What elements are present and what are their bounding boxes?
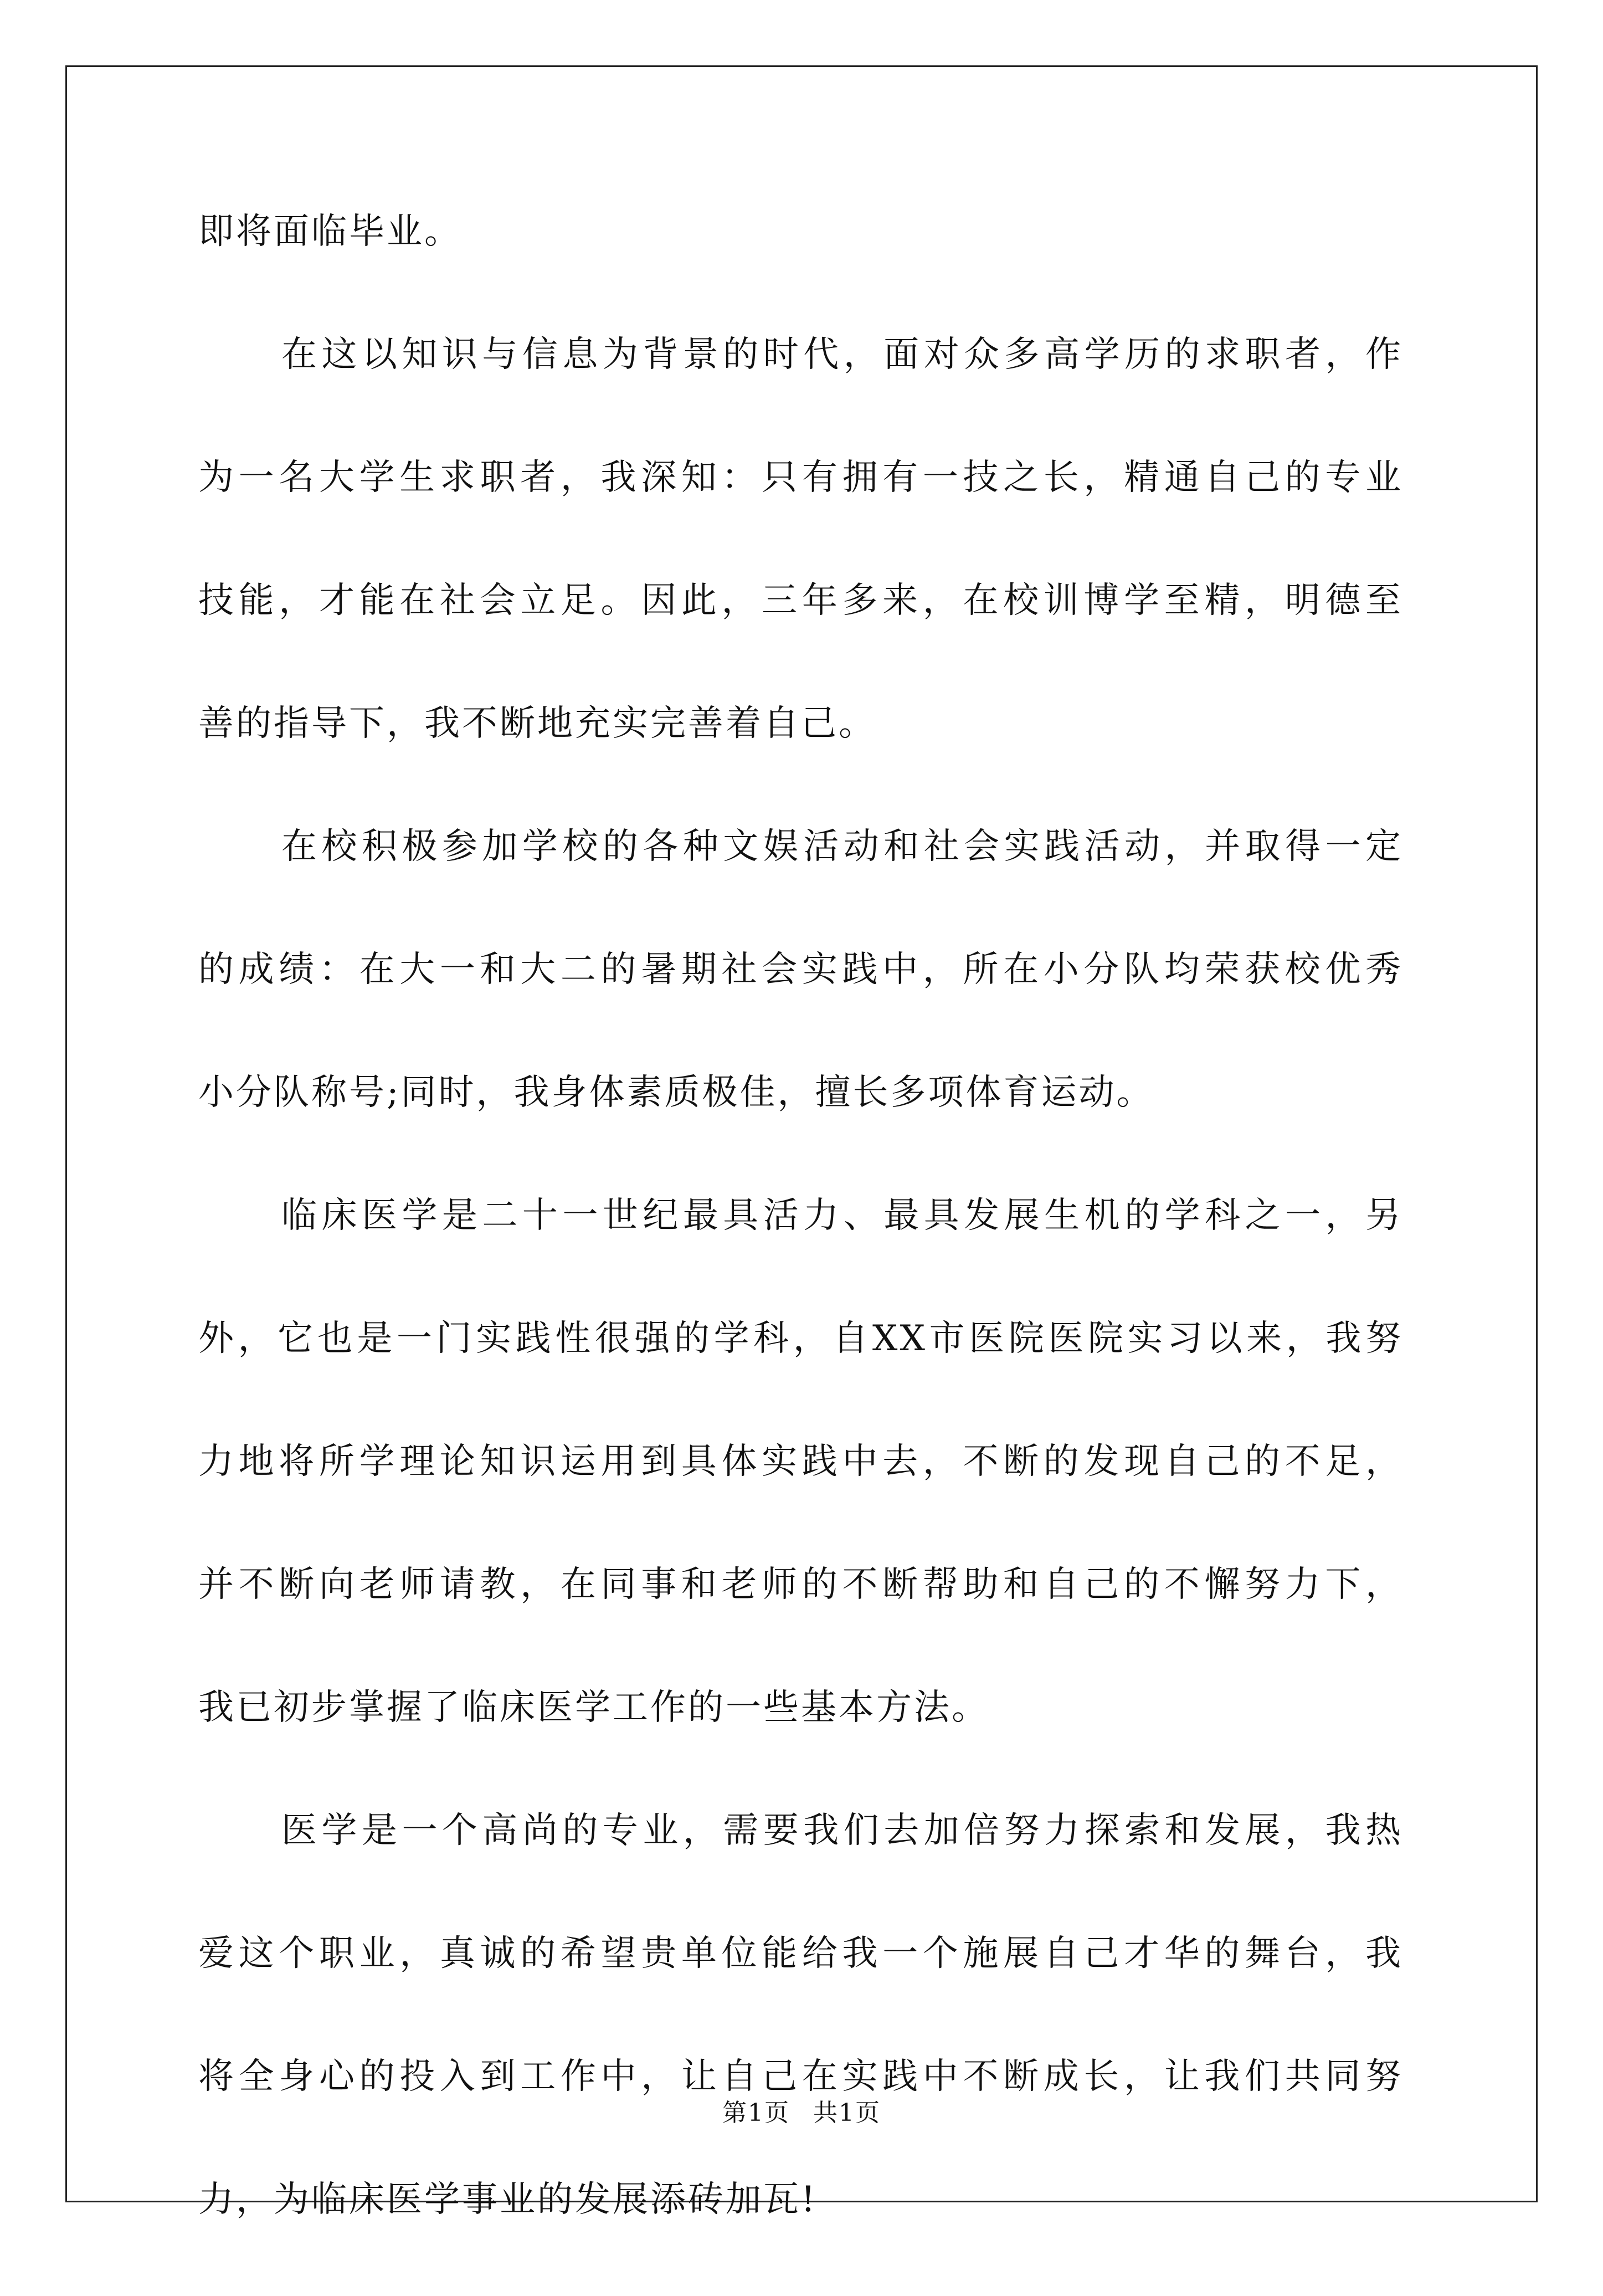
page-number: 第1页 bbox=[722, 2099, 790, 2127]
text-line: 我已初步掌握了临床医学工作的一些基本方法。 bbox=[198, 1687, 989, 1728]
text-line: 临床医学是二十一世纪最具活力、最具发展生机的学科之一，另 bbox=[281, 1195, 1403, 1236]
text-line: 力，为临床医学事业的发展添砖加瓦! bbox=[198, 2179, 818, 2220]
document-body bbox=[198, 205, 1403, 2296]
text-line: 为一名大学生求职者，我深知：只有拥有一技之长，精通自己的专业 bbox=[198, 457, 1403, 498]
text-line: 医学是一个高尚的专业，需要我们去加倍努力探索和发展，我热 bbox=[281, 1810, 1403, 1851]
text-line: 善的指导下，我不断地充实完善着自己。 bbox=[198, 703, 876, 744]
text-line: 将全身心的投入到工作中，让自己在实践中不断成长，让我们共同努 bbox=[198, 2056, 1403, 2097]
text-line: 力地将所学理论知识运用到具体实践中去，不断的发现自己的不足， bbox=[198, 1441, 1403, 1482]
page-footer bbox=[0, 2097, 1603, 2130]
text-line: 并不断向老师请教，在同事和老师的不断帮助和自己的不懈努力下， bbox=[198, 1564, 1403, 1605]
text-line: 在这以知识与信息为背景的时代，面对众多高学历的求职者，作 bbox=[281, 334, 1403, 375]
page-total: 共1页 bbox=[813, 2099, 881, 2127]
text-line: 爱这个职业，真诚的希望贵单位能给我一个施展自己才华的舞台，我 bbox=[198, 1933, 1403, 1974]
text-line: 技能，才能在社会立足。因此，三年多来，在校训博学至精，明德至 bbox=[198, 580, 1403, 621]
text-line: 即将面临毕业。 bbox=[198, 211, 462, 252]
text-line: 的成绩：在大一和大二的暑期社会实践中，所在小分队均荣获校优秀 bbox=[198, 949, 1403, 990]
text-line: 外，它也是一门实践性很强的学科，自XX市医院医院实习以来，我努 bbox=[198, 1318, 1403, 1359]
text-line: 在校积极参加学校的各种文娱活动和社会实践活动，并取得一定 bbox=[281, 826, 1403, 867]
text-line: 小分队称号;同时，我身体素质极佳，擅长多项体育运动。 bbox=[198, 1072, 1154, 1113]
